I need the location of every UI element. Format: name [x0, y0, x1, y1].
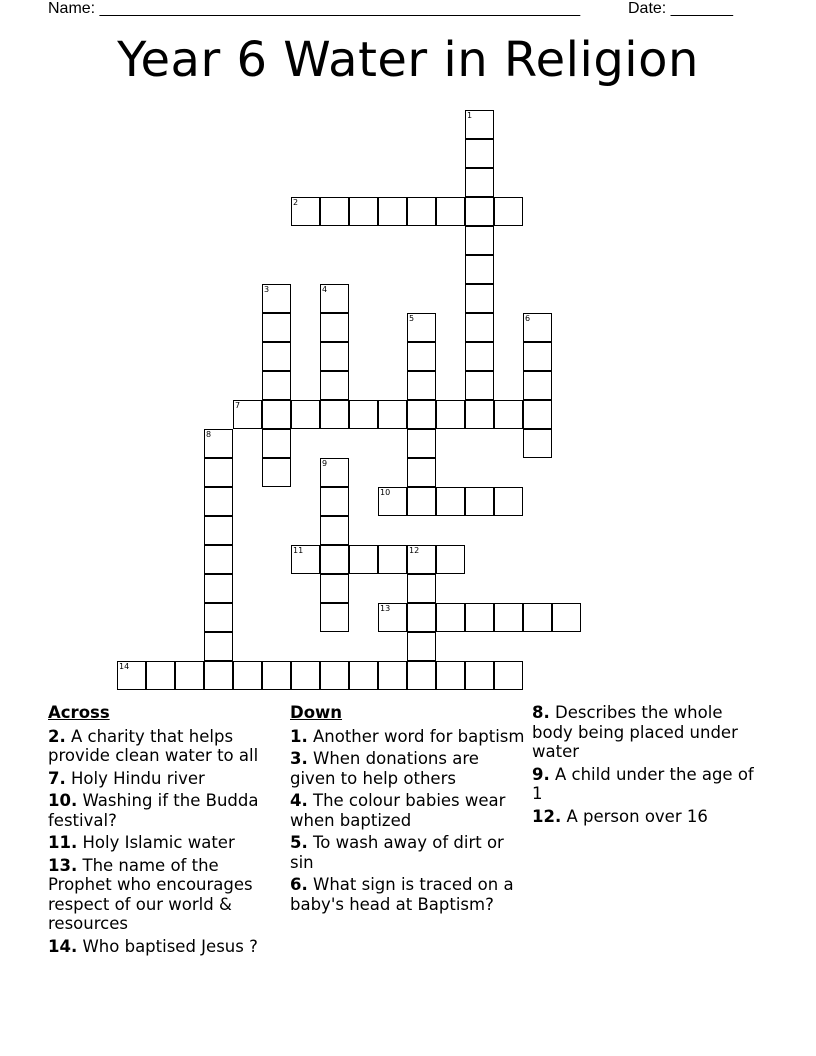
- down-heading: Down: [290, 703, 343, 722]
- grid-cell[interactable]: [204, 458, 233, 487]
- grid-cell[interactable]: [494, 400, 523, 429]
- grid-cell[interactable]: [407, 632, 436, 661]
- clue-text: When donations are given to help others: [290, 749, 479, 788]
- name-field[interactable]: Name: ______________________________________________________: [48, 0, 581, 17]
- clue-text: Holy Hindu river: [71, 768, 205, 788]
- grid-cell[interactable]: [465, 284, 494, 313]
- cell-number: 10: [380, 488, 391, 497]
- grid-cell[interactable]: [320, 313, 349, 342]
- grid-cell[interactable]: [465, 110, 494, 139]
- grid-cell[interactable]: [407, 603, 436, 632]
- grid-cell[interactable]: [320, 516, 349, 545]
- clue-number: 2.: [48, 726, 66, 746]
- clue-number: 8.: [532, 703, 550, 722]
- clue-item: [290, 833, 526, 872]
- grid-cell[interactable]: [378, 545, 407, 574]
- clue-item: [532, 765, 768, 804]
- grid-cell[interactable]: [262, 458, 291, 487]
- grid-cell[interactable]: [117, 661, 146, 690]
- grid-cell[interactable]: [494, 487, 523, 516]
- grid-cell[interactable]: [320, 545, 349, 574]
- cell-number: 3: [264, 285, 270, 294]
- cell-number: 5: [409, 314, 415, 323]
- clue-item: [48, 791, 284, 830]
- clue-item: [48, 856, 284, 934]
- grid-cell[interactable]: [349, 545, 378, 574]
- cell-number: 6: [525, 314, 531, 323]
- grid-cell[interactable]: [320, 284, 349, 313]
- grid-cell[interactable]: [320, 661, 349, 690]
- grid-cell[interactable]: [436, 661, 465, 690]
- grid-cell[interactable]: [320, 487, 349, 516]
- grid-cell[interactable]: [349, 197, 378, 226]
- grid-cell[interactable]: [465, 226, 494, 255]
- clue-item: [48, 727, 284, 766]
- grid-cell[interactable]: [494, 197, 523, 226]
- clue-text: A charity that helps provide clean water to all: [48, 726, 259, 765]
- clue-number: 4.: [290, 791, 308, 810]
- down-clue-list: [290, 727, 526, 915]
- clue-item: [532, 703, 768, 762]
- clue-item: [290, 791, 526, 830]
- clue-item: [48, 937, 284, 957]
- clue-text: Describes the whole body being placed under water: [532, 703, 738, 761]
- grid-cell[interactable]: [465, 661, 494, 690]
- grid-cell[interactable]: [378, 487, 407, 516]
- clue-text: The colour babies wear when baptized: [290, 791, 506, 830]
- grid-cell[interactable]: [465, 400, 494, 429]
- clue-number: 9.: [532, 764, 550, 784]
- grid-cell[interactable]: [523, 429, 552, 458]
- grid-cell[interactable]: [465, 487, 494, 516]
- grid-cell[interactable]: [436, 400, 465, 429]
- grid-cell[interactable]: [204, 429, 233, 458]
- grid-cell[interactable]: [407, 487, 436, 516]
- date-field[interactable]: Date: _______: [628, 0, 733, 17]
- grid-cell[interactable]: [407, 458, 436, 487]
- grid-cell[interactable]: [494, 661, 523, 690]
- grid-cell[interactable]: [291, 661, 320, 690]
- grid-cell[interactable]: [407, 661, 436, 690]
- clue-text: Washing if the Budda festival?: [48, 791, 259, 830]
- grid-cell[interactable]: [204, 574, 233, 603]
- clue-number: 1.: [290, 726, 308, 746]
- grid-cell[interactable]: [204, 661, 233, 690]
- cell-number: 13: [380, 604, 391, 613]
- grid-cell[interactable]: [262, 429, 291, 458]
- grid-cell[interactable]: [378, 603, 407, 632]
- grid-cell[interactable]: [494, 603, 523, 632]
- grid-cell[interactable]: [378, 661, 407, 690]
- clues-column-2: [290, 703, 526, 917]
- grid-cell[interactable]: [465, 313, 494, 342]
- clue-number: 10.: [48, 791, 78, 810]
- grid-cell[interactable]: [436, 197, 465, 226]
- clue-item: [290, 727, 526, 747]
- clue-text: Another word for baptism: [313, 726, 525, 746]
- grid-cell[interactable]: [523, 371, 552, 400]
- clue-text: The name of the Prophet who encourages respect of our world & resources: [48, 855, 253, 933]
- clue-number: 12.: [532, 806, 562, 826]
- grid-cell[interactable]: [349, 661, 378, 690]
- clue-item: [290, 749, 526, 788]
- clue-number: 3.: [290, 749, 308, 768]
- clues-column-1: [48, 703, 284, 959]
- grid-cell[interactable]: [407, 400, 436, 429]
- grid-cell[interactable]: [262, 661, 291, 690]
- grid-cell[interactable]: [349, 400, 378, 429]
- cell-number: 11: [293, 546, 304, 555]
- clue-text: A child under the age of 1: [532, 764, 754, 803]
- across-clue-list: [48, 727, 284, 957]
- clue-number: 5.: [290, 833, 308, 852]
- grid-cell[interactable]: [320, 400, 349, 429]
- grid-cell[interactable]: [523, 603, 552, 632]
- grid-cell[interactable]: [320, 574, 349, 603]
- grid-cell[interactable]: [175, 661, 204, 690]
- grid-cell[interactable]: [233, 400, 262, 429]
- clue-text: What sign is traced on a baby's head at Baptism?: [290, 875, 514, 914]
- grid-cell[interactable]: [465, 371, 494, 400]
- clue-text: Holy Islamic water: [82, 833, 235, 852]
- grid-cell[interactable]: [262, 313, 291, 342]
- grid-cell[interactable]: [262, 342, 291, 371]
- cell-number: 1: [467, 111, 473, 120]
- cell-number: 9: [322, 459, 328, 468]
- clue-number: 11.: [48, 833, 78, 852]
- cell-number: 12: [409, 546, 420, 555]
- grid-cell[interactable]: [465, 197, 494, 226]
- clue-text: Who baptised Jesus ?: [82, 936, 258, 956]
- clue-number: 14.: [48, 936, 78, 956]
- cell-number: 8: [206, 430, 212, 439]
- grid-cell[interactable]: [291, 197, 320, 226]
- cell-number: 4: [322, 285, 328, 294]
- grid-cell[interactable]: [262, 400, 291, 429]
- grid-cell[interactable]: [523, 313, 552, 342]
- clue-text: A person over 16: [566, 806, 708, 826]
- grid-cell[interactable]: [320, 342, 349, 371]
- grid-cell[interactable]: [204, 516, 233, 545]
- grid-cell[interactable]: [552, 603, 581, 632]
- grid-cell[interactable]: [407, 197, 436, 226]
- grid-cell[interactable]: [378, 400, 407, 429]
- grid-cell[interactable]: [465, 342, 494, 371]
- grid-cell[interactable]: [291, 545, 320, 574]
- grid-cell[interactable]: [436, 545, 465, 574]
- grid-cell[interactable]: [262, 284, 291, 313]
- grid-cell[interactable]: [407, 574, 436, 603]
- clue-item: [290, 875, 526, 914]
- grid-cell[interactable]: [320, 197, 349, 226]
- grid-cell[interactable]: [436, 603, 465, 632]
- grid-cell[interactable]: [465, 255, 494, 284]
- clue-item: [48, 769, 284, 789]
- cell-number: 14: [119, 662, 130, 671]
- across-heading: Across: [48, 703, 110, 722]
- clue-text: To wash away of dirt or sin: [290, 833, 504, 872]
- grid-cell[interactable]: [320, 458, 349, 487]
- grid-cell[interactable]: [378, 197, 407, 226]
- clue-item: [532, 807, 768, 827]
- grid-cell[interactable]: [320, 371, 349, 400]
- clues-column-3: [532, 703, 768, 829]
- clue-number: 13.: [48, 855, 78, 875]
- grid-cell[interactable]: [465, 603, 494, 632]
- clue-number: 7.: [48, 768, 66, 788]
- puzzle-title: Year 6 Water in Religion: [117, 32, 699, 88]
- clue-item: [48, 833, 284, 853]
- grid-cell[interactable]: [523, 400, 552, 429]
- grid-cell[interactable]: [407, 313, 436, 342]
- grid-cell[interactable]: [204, 487, 233, 516]
- grid-cell[interactable]: [407, 429, 436, 458]
- grid-cell[interactable]: [320, 603, 349, 632]
- grid-cell[interactable]: [291, 400, 320, 429]
- grid-cell[interactable]: [465, 139, 494, 168]
- grid-cell[interactable]: [407, 342, 436, 371]
- grid-cell[interactable]: [262, 371, 291, 400]
- grid-cell[interactable]: [204, 545, 233, 574]
- grid-cell[interactable]: [233, 661, 262, 690]
- grid-cell[interactable]: [523, 342, 552, 371]
- cell-number: 2: [293, 198, 299, 207]
- down-clue-list-continued: [532, 703, 768, 826]
- grid-cell[interactable]: [407, 545, 436, 574]
- grid-cell[interactable]: [204, 632, 233, 661]
- grid-cell[interactable]: [146, 661, 175, 690]
- grid-cell[interactable]: [407, 371, 436, 400]
- grid-cell[interactable]: [204, 603, 233, 632]
- grid-cell[interactable]: [436, 487, 465, 516]
- clue-number: 6.: [290, 875, 308, 894]
- cell-number: 7: [235, 401, 241, 410]
- grid-cell[interactable]: [465, 168, 494, 197]
